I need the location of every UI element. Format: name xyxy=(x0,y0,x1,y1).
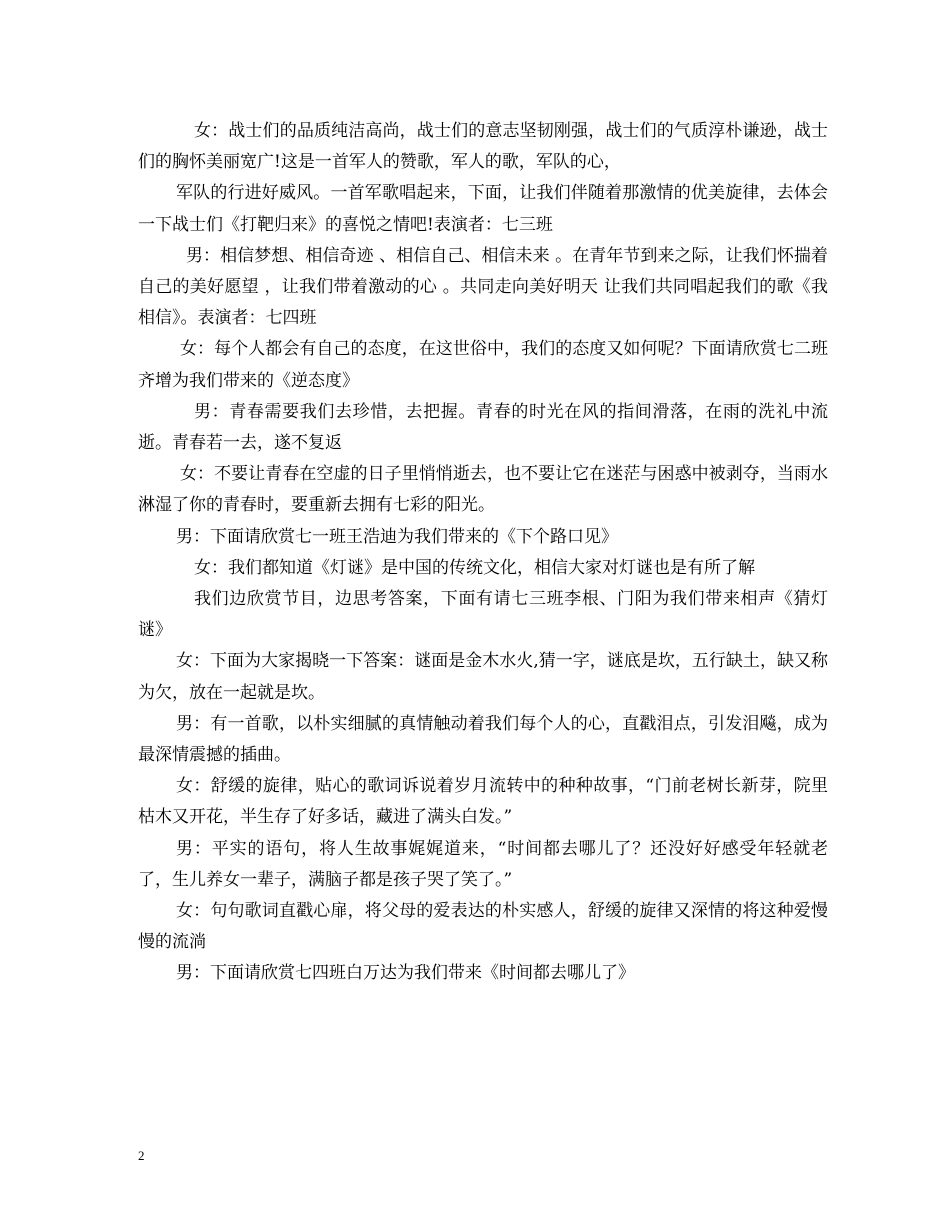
paragraph-15: 男：下面请欣赏七四班白万达为我们带来《时间都去哪儿了》 xyxy=(176,963,635,984)
paragraph-8: 女：我们都知道《灯谜》是中国的传统文化，相信大家对灯谜也是有所了解 xyxy=(194,557,755,578)
paragraph-13: 男：平实的语句，将人生故事娓娓道来，“时间都去哪儿了？还没好好感受年轻就老了，生儿养女一辈子，满脑子都是孩子哭了笑了。” xyxy=(138,838,828,890)
paragraph-11: 男：有一首歌，以朴实细腻的真情触动着我们每个人的心，直戳泪点，引发泪飚，成为最深情震撼的插曲。 xyxy=(138,713,828,766)
paragraph-14: 女：句句歌词直戳心扉，将父母的爱表达的朴实感人，舒缓的旋律又深情的将这种爱慢慢的流淌 xyxy=(138,901,828,953)
page-number: 2 xyxy=(138,1148,145,1163)
paragraph-7: 男：下面请欣赏七一班王浩迪为我们带来的《下个路口见》 xyxy=(176,526,618,547)
paragraph-1: 女：战士们的品质纯洁高尚，战士们的意志坚韧刚强，战士们的气质淳朴谦逊，战士们的胸怀美丽宽广!这是一首军人的赞歌，军人的歌，军队的心， xyxy=(138,121,828,173)
paragraph-3: 男：相信梦想、相信奇迹 、相信自己、相信未来 。在青年节到来之际，让我们怀揣着自己的美好愿望 ，让我们带着激动的心 。共同走向美好明天 让我们共同唱起我们的歌《我相信》。表演者：七四班 xyxy=(138,245,828,329)
paragraph-10: 女：下面为大家揭晓一下答案：谜面是金木水火,猜一字，谜底是坎，五行缺土，缺又称为欠，放在一起就是坎。 xyxy=(138,651,828,703)
paragraph-2: 军队的行进好威风。一首军歌唱起来，下面，让我们伴随着那激情的优美旋律，去体会一下战士们《打靶归来》的喜悦之情吧!表演者：七三班 xyxy=(138,183,828,235)
paragraph-6: 女：不要让青春在空虚的日子里悄悄逝去，也不要让它在迷茫与困惑中被剥夺，当雨水淋湿了你的青春时，要重新去拥有七彩的阳光。 xyxy=(138,464,828,516)
paragraph-5: 男：青春需要我们去珍惜，去把握。青春的时光在风的指间滑落，在雨的洗礼中流逝。青春若一去，遂不复返 xyxy=(138,401,828,454)
paragraph-9: 我们边欣赏节目，边思考答案，下面有请七三班李根、门阳为我们带来相声《猜灯谜》 xyxy=(138,589,828,641)
paragraph-4: 女：每个人都会有自己的态度，在这世俗中，我们的态度又如何呢？下面请欣赏七二班齐增为我们带来的《逆态度》 xyxy=(138,339,828,391)
document-body xyxy=(138,116,828,990)
paragraph-12: 女：舒缓的旋律，贴心的歌词诉说着岁月流转中的种种故事，“门前老树长新芽，院里枯木又开花，半生存了好多话，藏进了满头白发。” xyxy=(138,776,828,828)
